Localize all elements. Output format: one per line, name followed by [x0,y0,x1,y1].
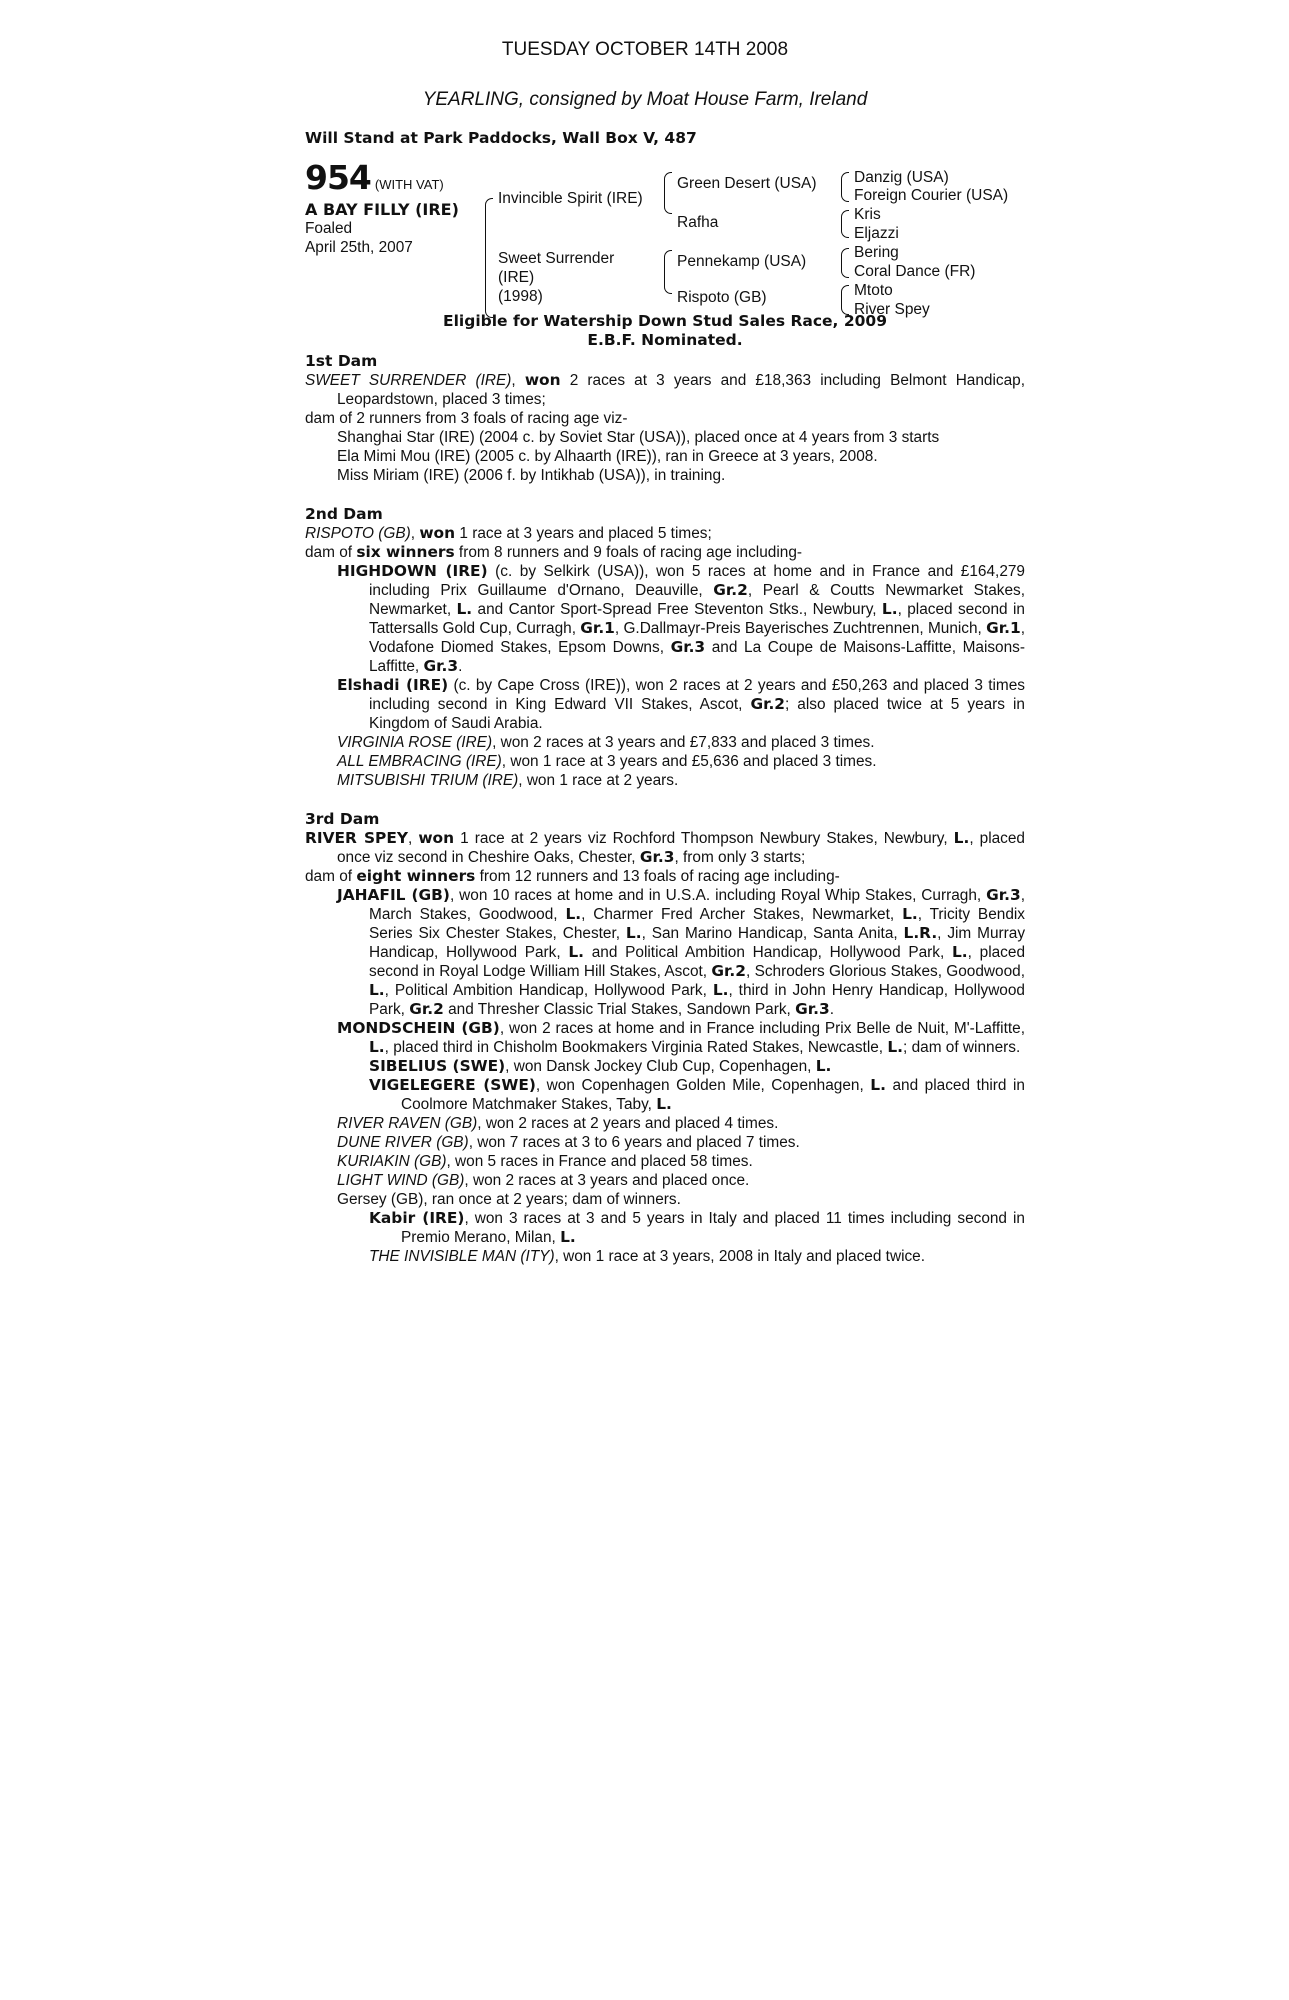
dam-dam-sire: Mtoto [854,282,893,299]
sibelius-record: SIBELIUS (SWE), won Dansk Jockey Club Cup, Copenhagen, L. [369,1057,832,1075]
second-dam-heading: 2nd Dam [305,505,383,523]
gs-brace-1 [841,172,849,202]
gs-brace-3 [841,248,849,278]
dam-line-1: Sweet Surrender [498,250,615,267]
second-dam-record: RISPOTO (GB), won 1 race at 3 years and placed 5 times; [305,524,712,542]
foal-3: Miss Miriam (IRE) (2006 f. by Intikhab (USA)), in training. [337,467,726,484]
sire-dam: Rafha [677,214,719,231]
first-dam-heading: 1st Dam [305,352,378,370]
lot-header [305,158,1025,318]
produce-record: RIVER RAVEN (GB), won 2 races at 2 years and placed 4 times. [337,1115,779,1132]
dam-line-2: (IRE) [498,269,535,286]
foal-1: Shanghai Star (IRE) (2004 c. by Soviet Star (USA)), placed once at 4 years from 3 starts [337,429,940,446]
produce-record: DUNE RIVER (GB), won 7 races at 3 to 6 years and placed 7 times. [337,1134,800,1151]
sire-dam-dam: Eljazzi [854,225,899,242]
third-dam-record: RIVER SPEY, won 1 race at 2 years viz Rochford Thompson Newbury Stakes, Newbury, L., placed once viz second in Cheshire Oaks, Chester, Gr.3, from only 3 starts; [305,829,1025,866]
sale-date: TUESDAY OCTOBER 14TH 2008 [501,39,789,60]
sire: Invincible Spirit (IRE) [498,190,643,207]
mondschein-record: MONDSCHEIN (GB), won 2 races at home and in France including Prix Belle de Nuit, M'-Laffitte, L., placed third in Chisholm Bookmakers Virginia Rated Stakes, Newcastle, L.; dam of winners. [337,1019,1025,1056]
gs-brace-4 [841,285,849,315]
consignment-line: YEARLING, consigned by Moat House Farm, Ireland [422,89,868,110]
dam-dam-dam: River Spey [854,301,930,318]
dam-sire-dam: Coral Dance (FR) [854,263,976,280]
pedigree-brace [485,198,493,318]
first-dam-record: SWEET SURRENDER (IRE), won 2 races at 3 years and £18,363 including Belmont Handicap, Leopardstown, placed 3 times; [305,371,1025,408]
third-dam-produce: dam of eight winners from 12 runners and 13 foals of racing age including- [305,867,840,885]
produce-record: ALL EMBRACING (IRE), won 1 race at 3 years and £5,636 and placed 3 times. [337,753,877,770]
sire-brace [664,172,672,214]
dam-line-3: (1998) [498,288,543,305]
third-dam-heading: 3rd Dam [305,810,380,828]
second-dam-produce: dam of six winners from 8 runners and 9 foals of racing age including- [305,543,802,561]
dam-sire-sire: Bering [854,244,899,261]
dam-dam: Rispoto (GB) [677,289,767,306]
lot-info [305,158,459,257]
sire-sire-dam: Foreign Courier (USA) [854,187,1009,204]
stand-location: Will Stand at Park Paddocks, Wall Box V, 487 [305,129,697,147]
produce-record: MITSUBISHI TRIUM (IRE), won 1 race at 2 years. [337,772,679,789]
highdown-record: HIGHDOWN (IRE) (c. by Selkirk (USA)), won 5 races at home and in France and £164,279 including Prix Guillaume d'Ornano, Deauville, Gr.2, Pearl & Coutts Newmarket Stakes, Newmarket, L. and Cantor Sport-Spread Free Steventon Stks., Newbury, L., placed second in Tattersalls Gold Cup, Curragh, Gr.1, G.Dallmayr-Preis Bayerisches Zuchtrennen, Munich, Gr.1, Vodafone Diomed Stakes, Epsom Downs, Gr.3 and La Coupe de Maisons-Laffitte, Maisons-Laffitte, Gr.3. [337,562,1025,675]
foal-2: Ela Mimi Mou (IRE) (2005 c. by Alhaarth (IRE)), ran in Greece at 3 years, 2008. [337,448,878,465]
gs-brace-2 [841,210,849,238]
jahafil-record: JAHAFIL (GB), won 10 races at home and in U.S.A. including Royal Whip Stakes, Curragh, Gr.3, March Stakes, Goodwood, L., Charmer Fred Archer Stakes, Newmarket, L., Tricity Bendix Series Six Chester Stakes, Chester, L., San Marino Handicap, Santa Anita, L.R., Jim Murray Handicap, Hollywood Park, L. and Political Ambition Handicap, Hollywood Park, L., placed second in Royal Lodge William Hill Stakes, Ascot, Gr.2, Schroders Glorious Stakes, Goodwood, L., Political Ambition Handicap, Hollywood Park, L., third in John Henry Handicap, Hollywood Park, Gr.2 and Thresher Classic Trial Stakes, Sandown Park, Gr.3. [337,886,1026,1018]
sire-sire: Green Desert (USA) [677,175,817,192]
kabir-record: Kabir (IRE), won 3 races at 3 and 5 years in Italy and placed 11 times including second in Premio Merano, Milan, L. [369,1209,1025,1246]
dam-brace [664,250,672,294]
dam-sire: Pennekamp (USA) [677,253,807,270]
vigelegere-record: VIGELEGERE (SWE), won Copenhagen Golden Mile, Copenhagen, L. and placed third in Coolmore Matchmaker Stakes, Taby, L. [369,1076,1025,1113]
lot-title: A BAY FILLY (IRE) [305,200,459,219]
catalogue-page [305,40,1025,1266]
vat-note: (WITH VAT) [374,177,444,192]
eligibility-line-1: Eligible for Watership Down Stud Sales Race, 2009 [443,312,887,330]
sire-sire-sire: Danzig (USA) [854,169,949,186]
elshadi-record: Elshadi (IRE) (c. by Cape Cross (IRE)), won 2 races at 2 years and £50,263 and placed 3 times including second in King Edward VII Stakes, Ascot, Gr.2; also placed twice at 5 years in Kingdom of Saudi Arabia. [337,676,1026,732]
eligibility-line-2: E.B.F. Nominated. [587,331,743,349]
invisible-man-record: THE INVISIBLE MAN (ITY), won 1 race at 3 years, 2008 in Italy and placed twice. [369,1248,926,1265]
sire-dam-sire: Kris [854,206,881,223]
foaled-label: Foaled [305,220,353,237]
produce-record: LIGHT WIND (GB), won 2 races at 3 years and placed once. [337,1172,750,1189]
lot-number: 954 [305,158,371,197]
produce-record: KURIAKIN (GB), won 5 races in France and placed 58 times. [337,1153,753,1170]
produce-record: VIRGINIA ROSE (IRE), won 2 races at 3 years and £7,833 and placed 3 times. [337,734,875,751]
foaled-date: April 25th, 2007 [305,239,413,256]
gersey-record: Gersey (GB), ran once at 2 years; dam of winners. [337,1191,681,1208]
first-dam-runners: dam of 2 runners from 3 foals of racing age viz- [305,410,628,427]
